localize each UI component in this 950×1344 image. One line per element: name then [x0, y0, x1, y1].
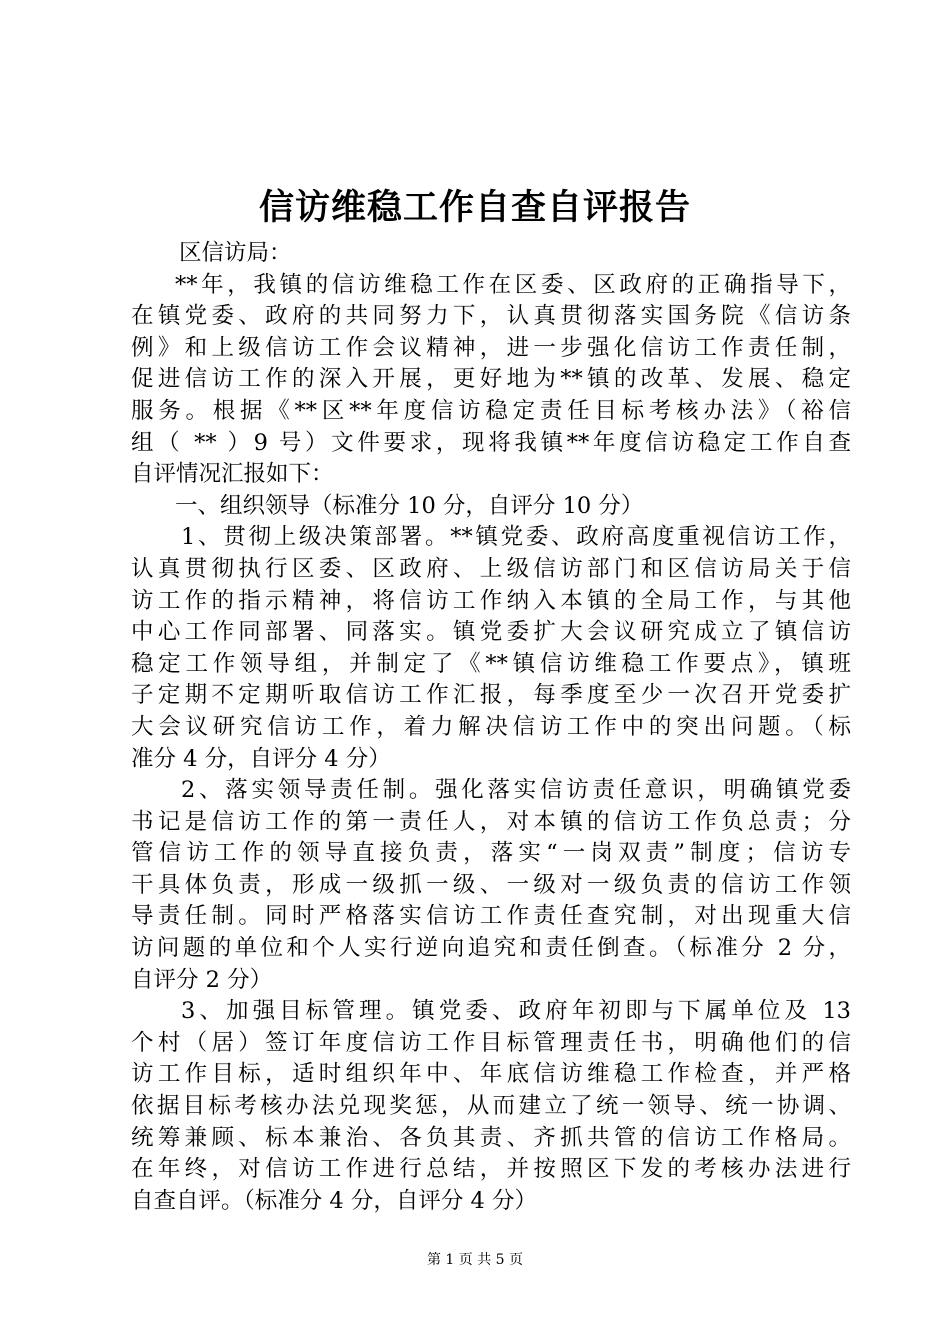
paragraph-line: 促进信访工作的深入开展，更好地为**镇的改革、发展、稳定 [131, 366, 851, 393]
paragraph-line: 自评分 2 分） [131, 966, 273, 993]
document-title: 信访维稳工作自查自评报告 [258, 187, 691, 228]
paragraph-line: 1、贯彻上级决策部署。**镇党委、政府高度重视信访工作， [181, 524, 851, 551]
paragraph-line: 在年终，对信访工作进行总结，并按照区下发的考核办法进行 [131, 1156, 851, 1183]
document-body [131, 238, 851, 1217]
paragraph-line: 依据目标考核办法兑现奖惩，从而建立了统一领导、统一协调、 [131, 1093, 851, 1120]
paragraph-line: 3、加强目标管理。镇党委、政府年初即与下属单位及 13 [181, 998, 851, 1025]
paragraph-line: 准分 4 分，自评分 4 分） [131, 745, 391, 772]
paragraph-line: 大会议研究信访工作，着力解决信访工作中的突出问题。（标 [131, 713, 851, 740]
paragraph-line: 导责任制。同时严格落实信访工作责任查究制，对出现重大信 [131, 903, 851, 930]
paragraph-line: 自查自评。（标准分 4 分，自评分 4 分） [131, 1187, 537, 1214]
salutation-line: 区信访局： [179, 240, 292, 266]
paragraph-line: 干具体负责，形成一级抓一级、一级对一级负责的信访工作领 [131, 871, 851, 898]
paragraph-line: 访工作的指示精神，将信访工作纳入本镇的全局工作，与其他 [131, 587, 851, 614]
paragraph-line: 例》和上级信访工作会议精神，进一步强化信访工作责任制， [131, 334, 851, 361]
paragraph-line: **年，我镇的信访维稳工作在区委、区政府的正确指导下， [175, 271, 851, 298]
paragraph-line: 中心工作同部署、同落实。镇党委扩大会议研究成立了镇信访 [131, 619, 851, 646]
paragraph-line: 管信访工作的领导直接负责，落实“一岗双责”制度；信访专 [131, 840, 851, 867]
paragraph-line: 自评情况汇报如下： [131, 461, 334, 488]
paragraph-line: 2、落实领导责任制。强化落实信访责任意识，明确镇党委 [181, 777, 851, 804]
paragraph-line: 组（ ** ）9 号）文件要求，现将我镇**年度信访稳定工作自查 [131, 429, 851, 456]
paragraph-line: 访问题的单位和个人实行逆向追究和责任倒查。（标准分 2 分， [131, 935, 851, 962]
paragraph-line: 服务。根据《**区**年度信访稳定责任目标考核办法》（裕信 [131, 397, 851, 424]
page-number-footer: 第 1 页 共 5 页 [426, 1252, 524, 1268]
paragraph-line: 稳定工作领导组，并制定了《**镇信访维稳工作要点》，镇班 [131, 650, 851, 677]
paragraph-line: 统筹兼顾、标本兼治、各负其责、齐抓共管的信访工作格局。 [131, 1124, 851, 1151]
section-heading: 一、组织领导（标准分 10 分，自评分 10 分） [175, 492, 644, 519]
paragraph-line: 书记是信访工作的第一责任人，对本镇的信访工作负总责；分 [131, 808, 851, 835]
paragraph-line: 认真贯彻执行区委、区政府、上级信访部门和区信访局关于信 [131, 555, 851, 582]
paragraph-line: 访工作目标，适时组织年中、年底信访维稳工作检查，并严格 [131, 1061, 851, 1088]
paragraph-line: 个村（居）签订年度信访工作目标管理责任书，明确他们的信 [131, 1029, 851, 1056]
paragraph-line: 在镇党委、政府的共同努力下，认真贯彻落实国务院《信访条 [131, 303, 851, 330]
paragraph-line: 子定期不定期听取信访工作汇报，每季度至少一次召开党委扩 [131, 682, 851, 709]
